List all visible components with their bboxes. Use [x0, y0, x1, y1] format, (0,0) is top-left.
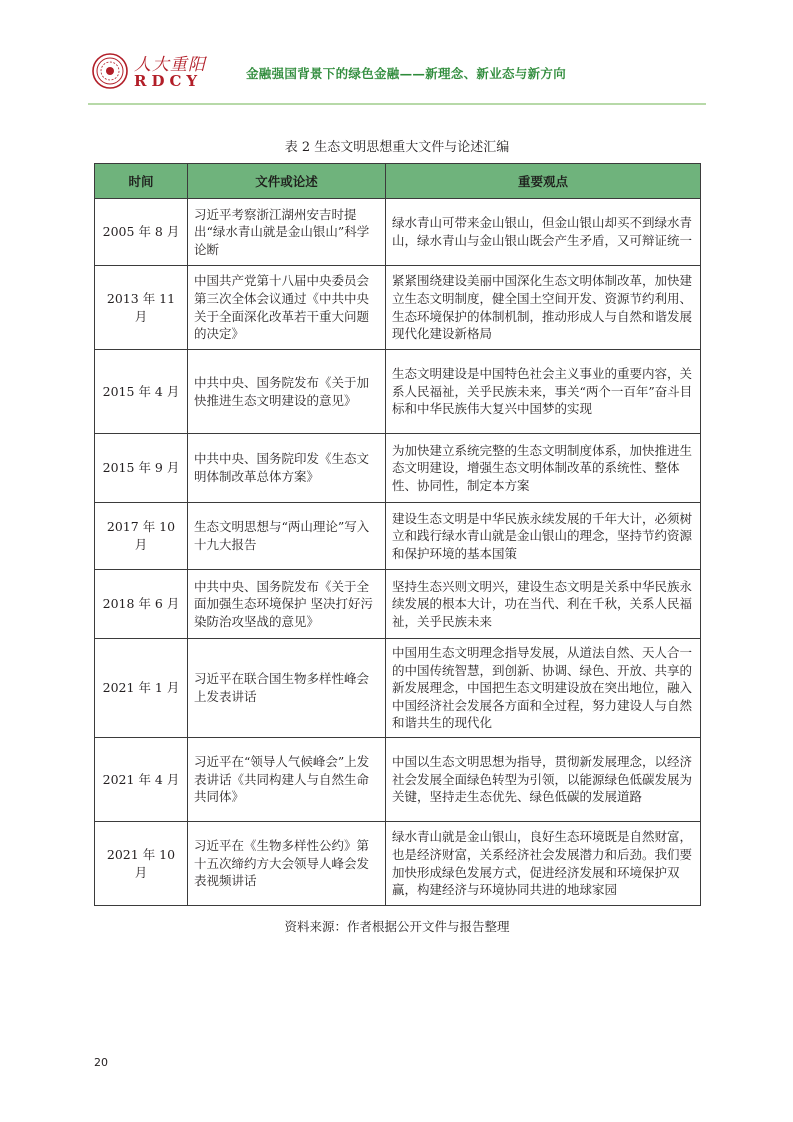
table-row [95, 822, 701, 906]
logo-chinese-text: 人大重阳 [134, 55, 206, 75]
cell-time: 2018 年 6 月 [95, 570, 188, 639]
running-header-title: 金融强国背景下的绿色金融——新理念、新业态与新方向 [246, 66, 567, 81]
cell-viewpoint: 坚持生态兴则文明兴，建设生态文明是关系中华民族永续发展的根本大计，功在当代、利在千秋，关系人民福祉，关乎民族未来 [386, 570, 701, 639]
table-row [95, 570, 701, 639]
cell-time: 2017 年 10 月 [95, 503, 188, 570]
cell-document: 习近平在联合国生物多样性峰会上发表讲话 [188, 639, 386, 738]
table-row [95, 503, 701, 570]
cell-document: 生态文明思想与“两山理论”写入十九大报告 [188, 503, 386, 570]
cell-viewpoint: 建设生态文明是中华民族永续发展的千年大计，必须树立和践行绿水青山就是金山银山的理念，坚持节约资源和保护环境的基本国策 [386, 503, 701, 570]
cell-viewpoint: 紧紧围绕建设美丽中国深化生态文明体制改革，加快建立生态文明制度，健全国土空间开发、资源节约利用、生态环境保护的体制机制，推动形成人与自然和谐发展现代化建设新格局 [386, 266, 701, 350]
table-row [95, 639, 701, 738]
cell-document: 中国共产党第十八届中央委员会第三次全体会议通过《中共中央关于全面深化改革若干重大问题的决定》 [188, 266, 386, 350]
cell-viewpoint: 绿水青山可带来金山银山，但金山银山却买不到绿水青山，绿水青山与金山银山既会产生矛盾，又可辩证统一 [386, 199, 701, 266]
cell-time: 2015 年 4 月 [95, 350, 188, 434]
header-divider [88, 103, 706, 105]
cell-time: 2021 年 4 月 [95, 738, 188, 822]
cell-viewpoint: 为加快建立系统完整的生态文明制度体系，加快推进生态文明建设，增强生态文明体制改革的系统性、整体性、协同性，制定本方案 [386, 434, 701, 503]
cell-time: 2021 年 10 月 [95, 822, 188, 906]
header-viewpoint: 重要观点 [386, 164, 701, 199]
cell-viewpoint: 生态文明建设是中国特色社会主义事业的重要内容，关系人民福祉，关乎民族未来，事关“两个一百年”奋斗目标和中华民族伟大复兴中国梦的实现 [386, 350, 701, 434]
cell-time: 2015 年 9 月 [95, 434, 188, 503]
source-note: 资料来源：作者根据公开文件与报告整理 [284, 919, 510, 934]
table-caption: 表 2 生态文明思想重大文件与论述汇编 [284, 140, 510, 155]
cell-time: 2021 年 1 月 [95, 639, 188, 738]
table-row [95, 199, 701, 266]
cell-document: 中共中央、国务院印发《生态文明体制改革总体方案》 [188, 434, 386, 503]
table-row [95, 434, 701, 503]
cell-viewpoint: 中国用生态文明理念指导发展，从道法自然、天人合一的中国传统智慧，到创新、协调、绿色、开放、共享的新发展理念，中国把生态文明建设放在突出地位，融入中国经济社会发展各方面和全过程，努力建设人与自然和谐共生的现代化 [386, 639, 701, 738]
table-row [95, 266, 701, 350]
cell-document: 中共中央、国务院发布《关于全面加强生态环境保护 坚决打好污染防治攻坚战的意见》 [188, 570, 386, 639]
page-number: 20 [94, 1056, 108, 1069]
cell-document: 习近平在《生物多样性公约》第十五次缔约方大会领导人峰会发表视频讲话 [188, 822, 386, 906]
table-row [95, 350, 701, 434]
header-document: 文件或论述 [188, 164, 386, 199]
seal-icon [92, 53, 128, 89]
cell-time: 2005 年 8 月 [95, 199, 188, 266]
documents-table [94, 163, 701, 906]
logo-english-text: RDCY [134, 72, 203, 90]
table-header-row [95, 164, 701, 199]
page-header [88, 50, 708, 100]
rdcy-logo [88, 50, 228, 94]
table-row [95, 738, 701, 822]
cell-viewpoint: 绿水青山就是金山银山，良好生态环境既是自然财富，也是经济财富，关系经济社会发展潜力和后劲。我们要加快形成绿色发展方式，促进经济发展和环境保护双赢，构建经济与环境协同共进的地球家园 [386, 822, 701, 906]
cell-document: 习近平在“领导人气候峰会”上发表讲话《共同构建人与自然生命共同体》 [188, 738, 386, 822]
cell-document: 中共中央、国务院发布《关于加快推进生态文明建设的意见》 [188, 350, 386, 434]
cell-time: 2013 年 11 月 [95, 266, 188, 350]
cell-document: 习近平考察浙江湖州安吉时提出“绿水青山就是金山银山”科学论断 [188, 199, 386, 266]
cell-viewpoint: 中国以生态文明思想为指导，贯彻新发展理念，以经济社会发展全面绿色转型为引领，以能源绿色低碳发展为关键，坚持走生态优先、绿色低碳的发展道路 [386, 738, 701, 822]
header-time: 时间 [95, 164, 188, 199]
